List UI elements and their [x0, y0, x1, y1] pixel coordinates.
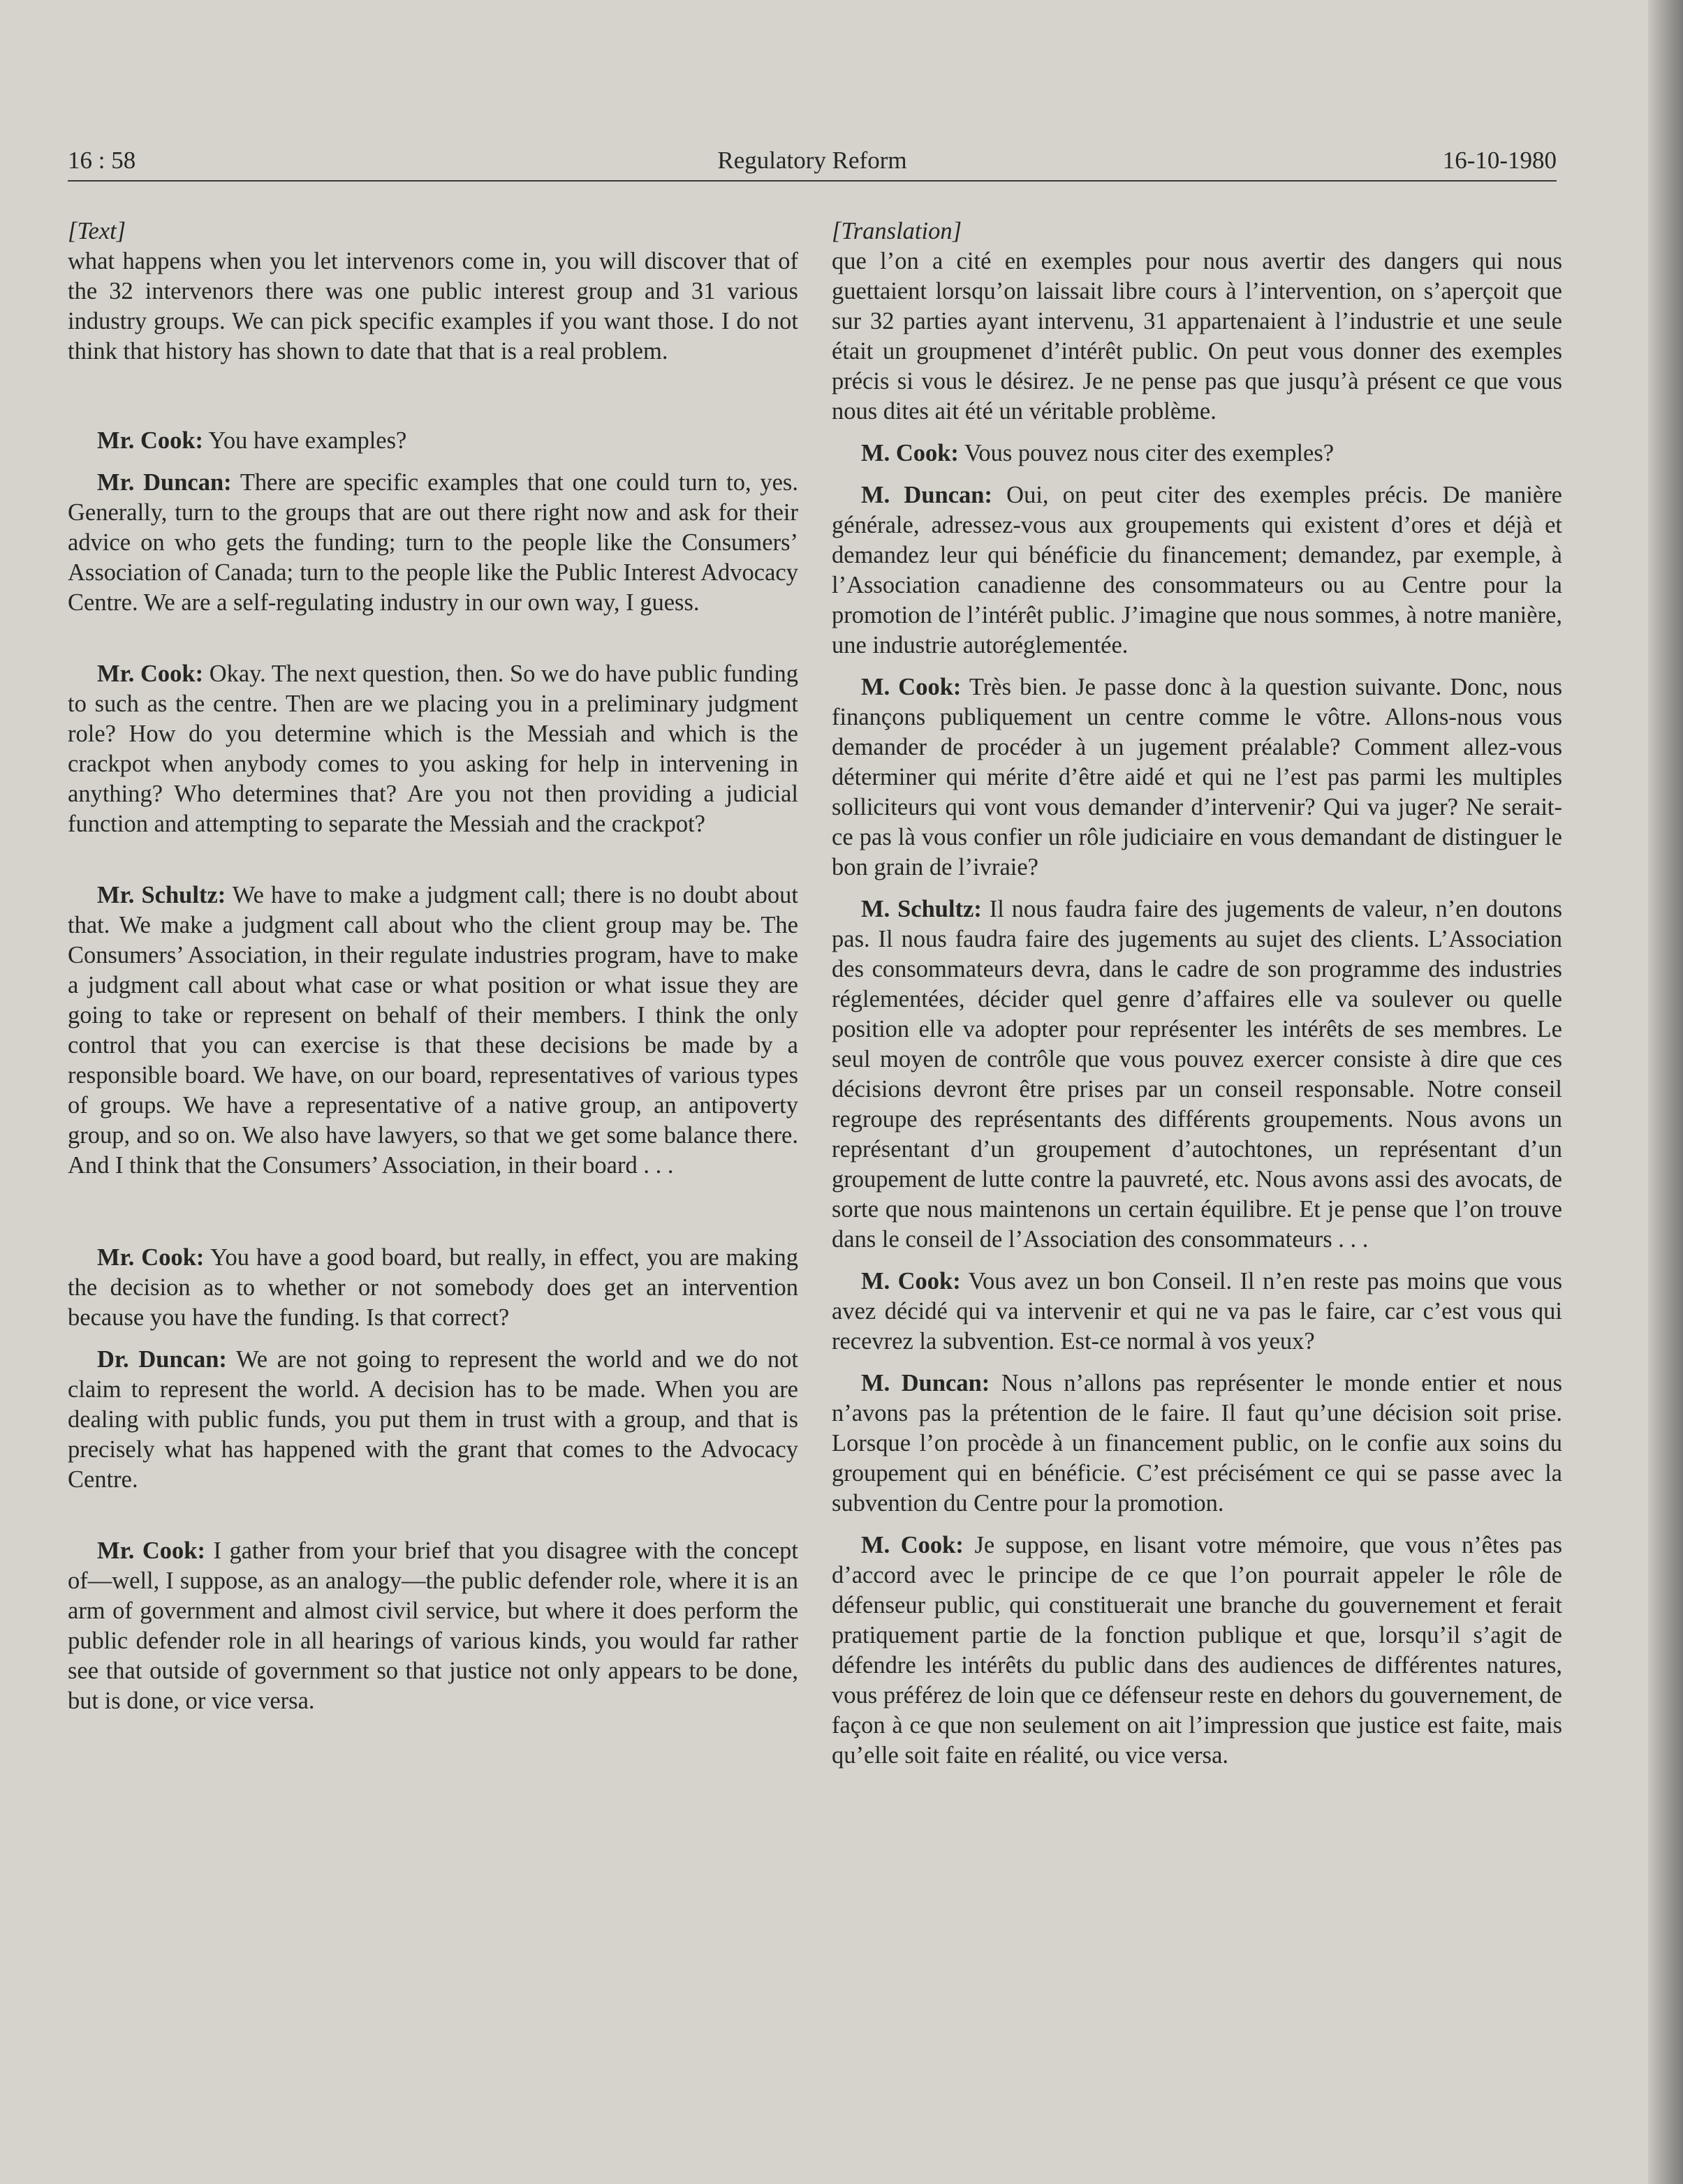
speaker: M. Cook:	[861, 674, 962, 700]
column-label-text: [Text]	[68, 218, 126, 244]
paragraph: Mr. Cook: Okay. The next question, then. So we do have public funding to such as the centre. Then are we placing you in a preliminary judgment role? How do you determine which is the Messiah and which is the crackpot when anybody comes to you asking for help in intervening in anything? Who determines that? Are you not then providing a judicial function and attempting to separate the Messiah and the crackpot?	[68, 661, 798, 837]
page-edge-shadow	[1648, 0, 1683, 2184]
speaker: Mr. Duncan:	[97, 469, 232, 496]
speaker: M. Cook:	[861, 1268, 961, 1294]
paragraph: Mr. Cook: You have examples?	[97, 427, 407, 454]
speaker: M. Schultz:	[861, 896, 982, 922]
page-number: 16 : 58	[68, 147, 136, 174]
page-header	[68, 142, 1557, 179]
paragraph: Mr. Schultz: We have to make a judgment call; there is no doubt about that. We make a judgment call about who the client group may be. The Consumers’ Association, in their regulate industries program, have to make a judgment call about what case or what position or what issue they are going to take or represent on behalf of their members. I think the only control that you can exercise is that these decisions be made by a responsible board. We have, on our board, representatives of various types of groups. We have a representative of a native group, an antipoverty group, and so on. We also have lawyers, so that we get some balance there. And I think that the Consumers’ Association, in their board . . .	[68, 882, 798, 1179]
header-rule	[68, 180, 1557, 182]
speaker: Mr. Schultz:	[97, 882, 226, 908]
paragraph: M. Schultz: Il nous faudra faire des jugements de valeur, n’en doutons pas. Il nous faudra faire des jugements au sujet des clients. L’Association des consommateurs devra, dans le cadre de son programme des industries réglementées, décider quel genre d’affaires elle va soulever ou quelle position elle va adopter pour représenter les intérêts de ses membres. Le seul moyen de contrôle que vous pouvez exercer consiste à dire que ces décisions devront être prises par un conseil responsable. Notre conseil regroupe des représentants des différents groupements. Nous avons un représentant d’un groupement d’autochtones, un représentant d’un groupement de lutte contre la pauvreté, etc. Nous avons assi des avocats, de sorte que nous maintenons un certain équilibre. Et je pense que l’on trouve dans le conseil de l’Association des consommateurs . . .	[832, 896, 1562, 1253]
paragraph: Mr. Duncan: There are specific examples that one could turn to, yes. Generally, turn to the groups that are out there right now and ask for their advice on who gets the funding; turn to the people like the Consumers’ Association of Canada; turn to the people like the Public Interest Advocacy Centre. We are a self-regulating industry in our own way, I guess.	[68, 469, 798, 616]
speaker: Mr. Cook:	[97, 661, 204, 687]
paragraph: M. Cook: Vous avez un bon Conseil. Il n’en reste pas moins que vous avez décidé qui va intervenir et qui ne va pas le faire, car c’est vous qui recevrez la subvention. Est-ce normal à vos yeux?	[832, 1268, 1562, 1355]
paragraph: M. Duncan: Nous n’allons pas représenter le monde entier et nous n’avons pas la prétention de le faire. Il faut qu’une décision soit prise. Lorsque l’on procède à un financement public, on le confie aux soins du groupement qui en bénéficie. C’est précisément ce qui se passe avec la subvention du Centre pour la promotion.	[832, 1370, 1562, 1517]
paragraph: M. Duncan: Oui, on peut citer des exemples précis. De manière générale, adressez-vous aux groupements qui existent d’ores et déjà et demandez leur qui bénéficie du financement; demandez, par exemple, à l’Association canadienne des consommateurs ou au Centre pour la promotion de l’intérêt public. J’imagine que nous sommes, à notre manière, une industrie autoréglementée.	[832, 482, 1562, 658]
paragraph: M. Cook: Très bien. Je passe donc à la question suivante. Donc, nous finançons publiquement un centre comme le vôtre. Allons-nous vous demander de procéder à un jugement préalable? Comment allez-vous déterminer qui mérite d’être aidé et qui ne l’est pas parmi les multiples solliciteurs qui vont vous demander d’intervenir? Qui va juger? Ne serait-ce pas là vous confier un rôle judiciaire en vous demandant de distinguer le bon grain de l’ivraie?	[832, 674, 1563, 880]
column-label-translation: [Translation]	[832, 218, 962, 244]
speaker: Dr. Duncan:	[97, 1346, 227, 1373]
speaker: Mr. Cook:	[97, 1537, 205, 1564]
paragraph: Dr. Duncan: We are not going to represent the world and we do not claim to represent the world. A decision has to be made. When you are dealing with public funds, you put them in trust with a group, and that is precisely what has happened with the grant that comes to the Advocacy Centre.	[68, 1346, 798, 1493]
speaker: M. Cook:	[861, 1532, 964, 1558]
speaker: M. Cook:	[861, 440, 959, 466]
speaker: Mr. Cook:	[97, 1244, 205, 1271]
header-title: Regulatory Reform	[717, 147, 907, 174]
speaker: Mr. Cook:	[97, 427, 204, 454]
paragraph: que l’on a cité en exemples pour nous avertir des dangers qui nous guettaient lorsqu’on laissait libre cours à l’intervention, on s’aperçoit que sur 32 parties ayant intervenu, 31 appartenaient à l’industrie et une seule était un groupmenet d’intérêt public. On peut vous donner des exemples précis si vous le désirez. Je ne pense pas que jusqu’à présent ce que vous nous dites ait été un véritable problème.	[832, 248, 1562, 425]
speaker: M. Duncan:	[861, 482, 992, 508]
paragraph: M. Cook: Vous pouvez nous citer des exemples?	[861, 440, 1335, 466]
paragraph: what happens when you let intervenors come in, you will discover that of the 32 intervenors there was one public interest group and 31 various industry groups. We can pick specific examples if you want those. I do not think that history has shown to date that that is a real problem.	[68, 248, 798, 364]
header-date: 16-10-1980	[1442, 147, 1557, 174]
english-column	[68, 216, 798, 1728]
french-column	[832, 216, 1562, 1783]
speaker: M. Duncan:	[861, 1370, 990, 1396]
paragraph: M. Cook: Je suppose, en lisant votre mémoire, que vous n’êtes pas d’accord avec le principe de ce que l’on pourrait appeler le rôle de défenseur public, qui constituerait une branche du gouvernement et ferait pratiquement partie de la fonction publique et que, lorsqu’il s’agit de défendre les intérêts du public dans des audiences de différentes natures, vous préférez de loin que ce défenseur reste en dehors du gouvernement, de façon à ce que non seulement on ait l’impression que justice est faite, mais qu’elle soit faite en réalité, ou vice versa.	[832, 1532, 1563, 1769]
paragraph: Mr. Cook: I gather from your brief that you disagree with the concept of—well, I suppose, as an analogy—the public defender role, where it is an arm of government and almost civil service, but where it does perform the public defender role in all hearings of various kinds, you would far rather see that outside of government so that justice not only appears to be done, but is done, or vice versa.	[68, 1537, 798, 1714]
paragraph: Mr. Cook: You have a good board, but really, in effect, you are making the decision as to whether or not somebody does get an intervention because you have the funding. Is that correct?	[68, 1244, 798, 1331]
